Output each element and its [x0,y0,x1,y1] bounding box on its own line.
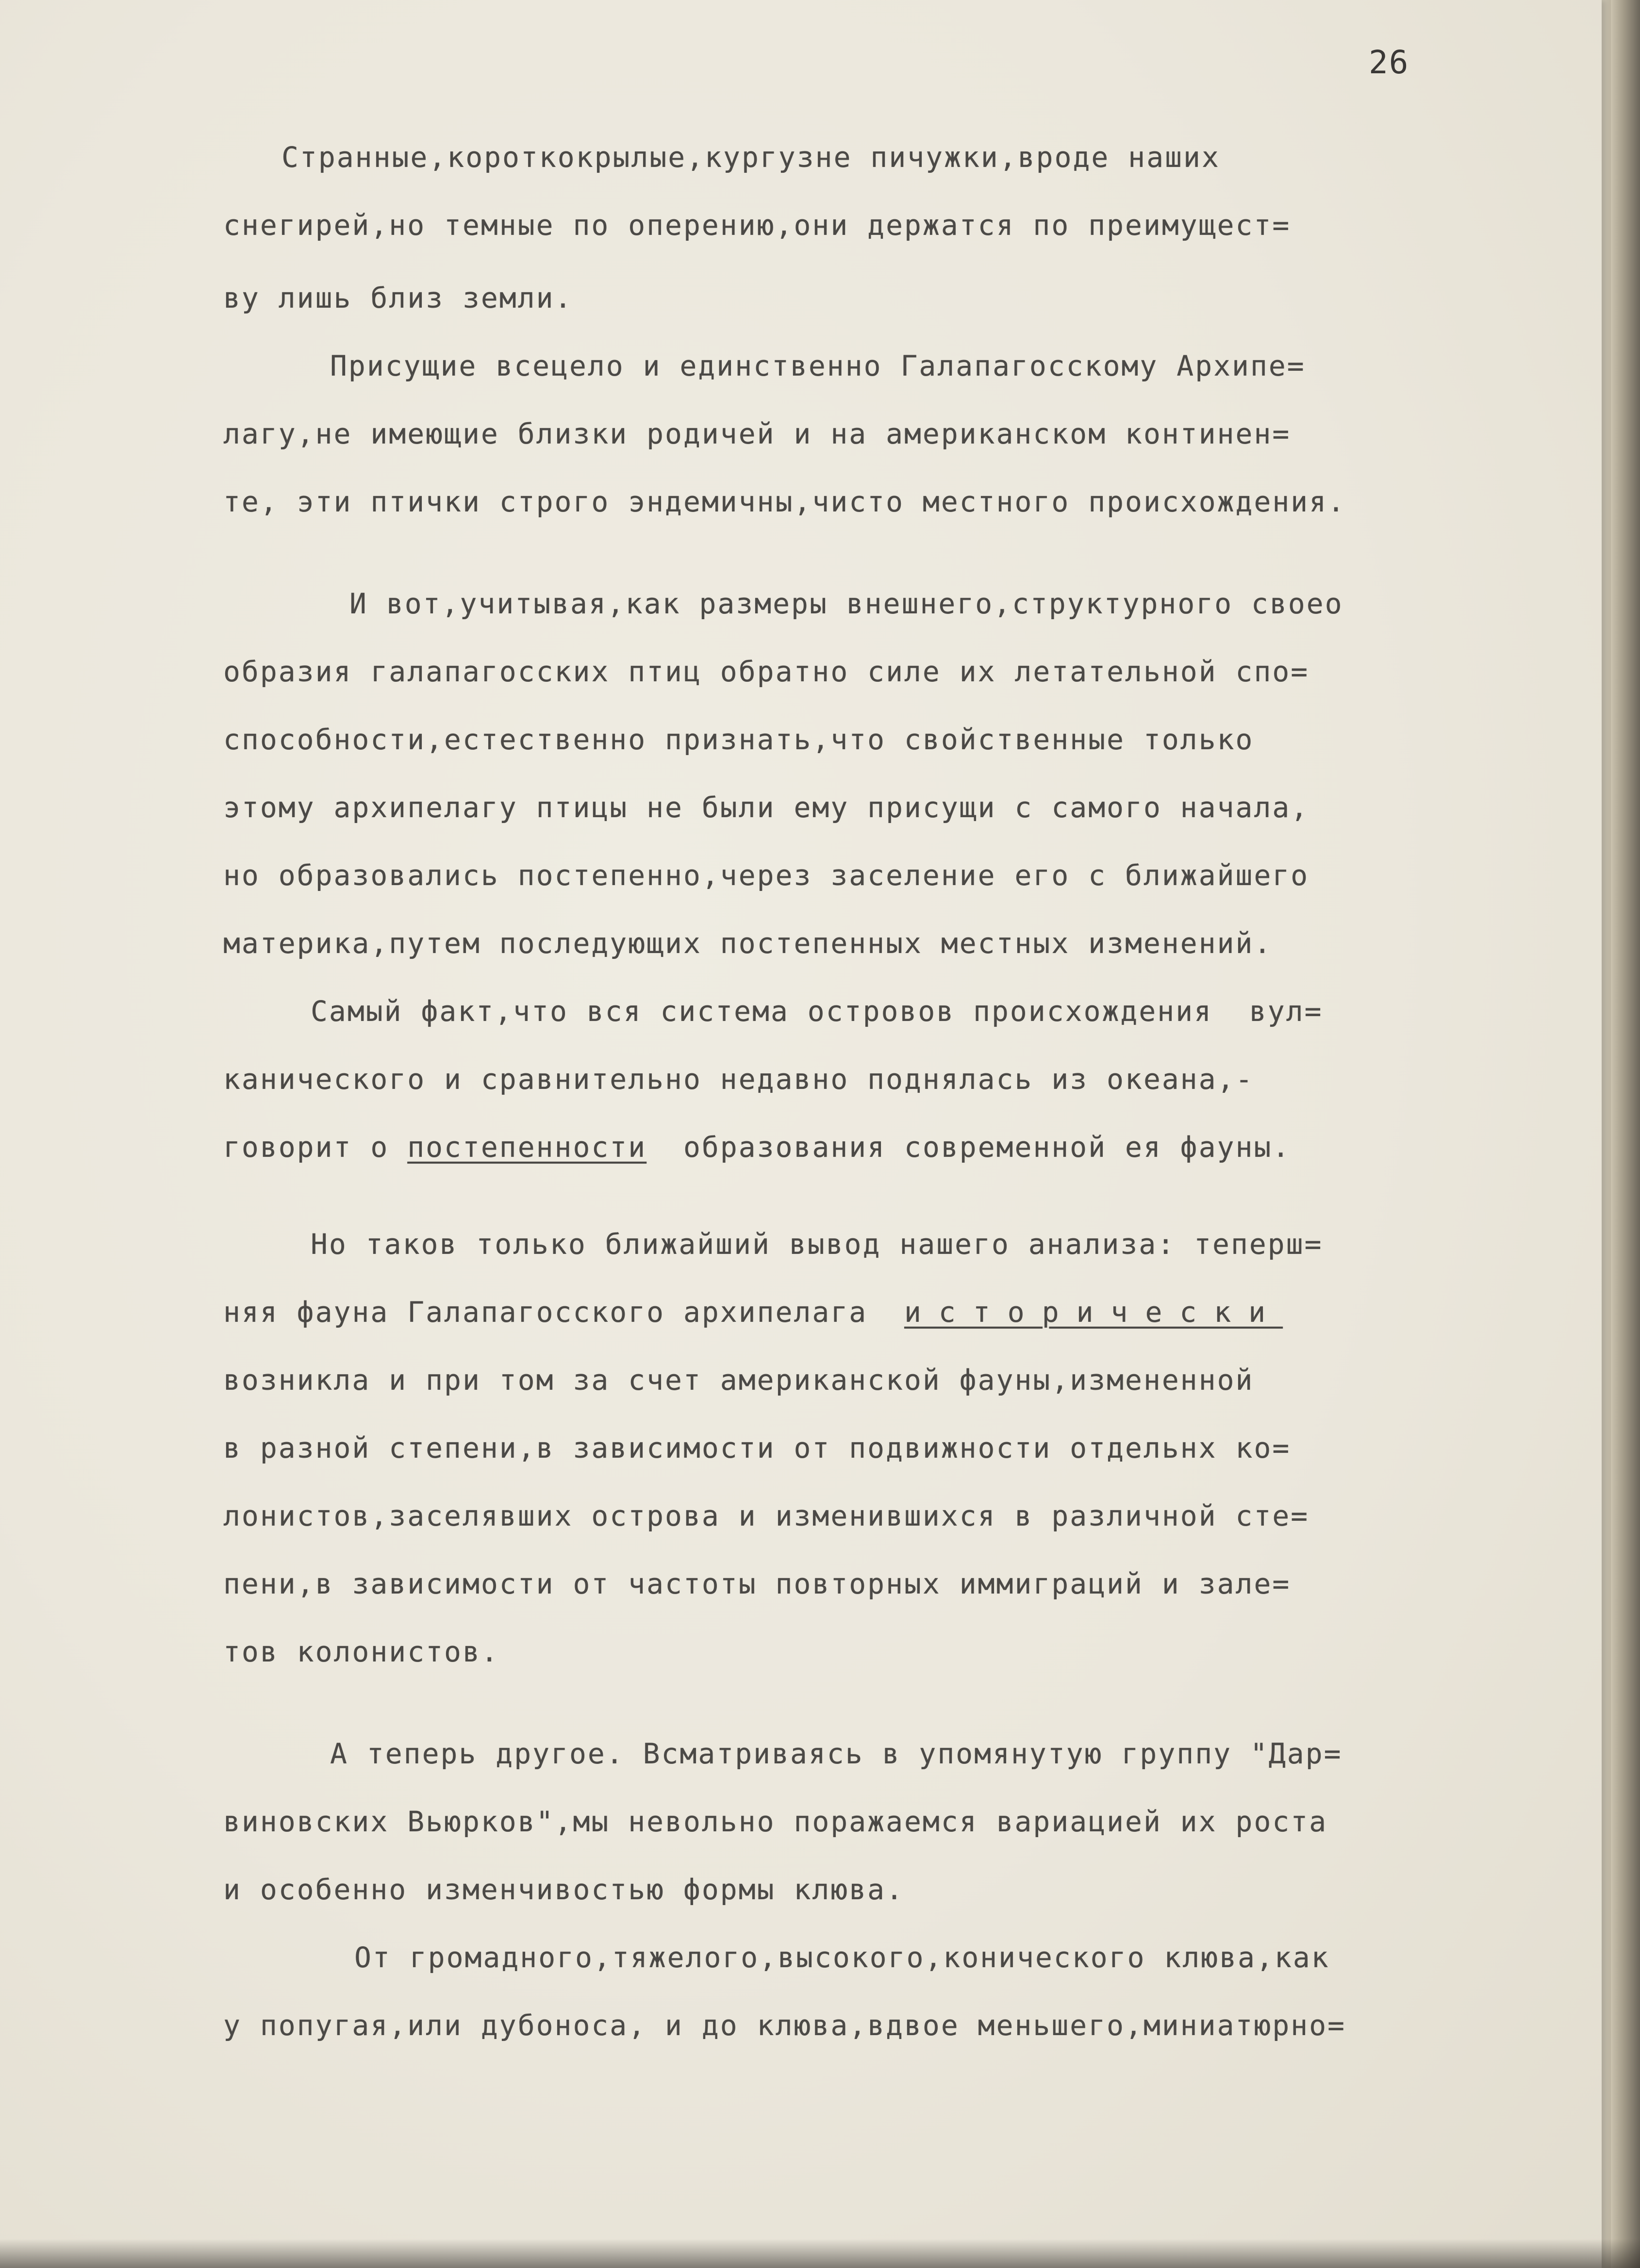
text-line-spaced [223,1296,1283,1329]
text-line: Странные,короткокрылые,кургузне пичужки,вроде наших [282,141,1220,174]
text-line: у попугая,или дубоноса, и до клюва,вдвое меньшего,миниатюрно= [223,2009,1346,2042]
text-line-underlined [223,1131,1291,1164]
text-line: Но таков только ближайший вывод нашего анализа: теперш= [311,1228,1323,1261]
text-line: пени,в зависимости от частоты повторных иммиграций и зале= [223,1567,1291,1600]
text-line: но образовались постепенно,через заселение его с ближайшего [223,859,1309,892]
text-line: образия галапагосских птиц обратно силе их летательной спо= [223,655,1309,688]
text-line: в разной степени,в зависимости от подвижности отдельнх ко= [223,1431,1291,1464]
text-line: лагу,не имеющие близки родичей и на американском континен= [223,417,1291,450]
text-line: И вот,учитывая,как размеры внешнего,структурного своео [349,587,1343,620]
text-line: способности,естественно признать,что свойственные только [223,723,1254,756]
text-line: Самый факт,что вся система островов происхождения вул= [311,995,1323,1028]
text-line: и особенно изменчивостью формы клюва. [223,1873,905,1906]
text-line: материка,путем последующих постепенных местных изменений. [223,927,1273,960]
line-end: образования современной ея фауны. [646,1131,1291,1164]
text-line: этому архипелагу птицы не были ему присущи с самого начала, [223,791,1309,824]
text-line: Присущие всецело и единственно Галапагосскому Архипе= [330,349,1306,382]
text-line: А теперь другое. Всматриваясь в упомянутую группу "Дар= [330,1737,1342,1770]
text-line: От громадного,тяжелого,высокого,конического клюва,как [354,1941,1330,1974]
text-line: снегирей,но темные по оперению,они держатся по преимущест= [223,209,1291,242]
line-start: говорит о [223,1131,408,1164]
text-line: лонистов,заселявших острова и изменившихся в различной сте= [223,1499,1309,1532]
page-number: 26 [1369,44,1409,81]
text-line: возникла и при том за счет американской фауны,измененной [223,1364,1254,1397]
text-line: те, эти птички строго эндемичны,чисто местного происхождения. [223,485,1346,518]
bottom-shadow [0,2239,1640,2268]
text-line: ву лишь близ земли. [223,281,573,314]
spaced-underlined-word: исторически [904,1296,1283,1329]
underlined-word: постепенности [407,1131,647,1164]
text-line: канического и сравнительно недавно поднялась из океана,- [223,1063,1254,1096]
text-line: тов колонистов. [223,1635,499,1668]
text-line: виновских Вьюрков",мы невольно поражаемся вариацией их роста [223,1805,1328,1838]
line-start: няя фауна Галапагосского архипелага [223,1296,905,1329]
